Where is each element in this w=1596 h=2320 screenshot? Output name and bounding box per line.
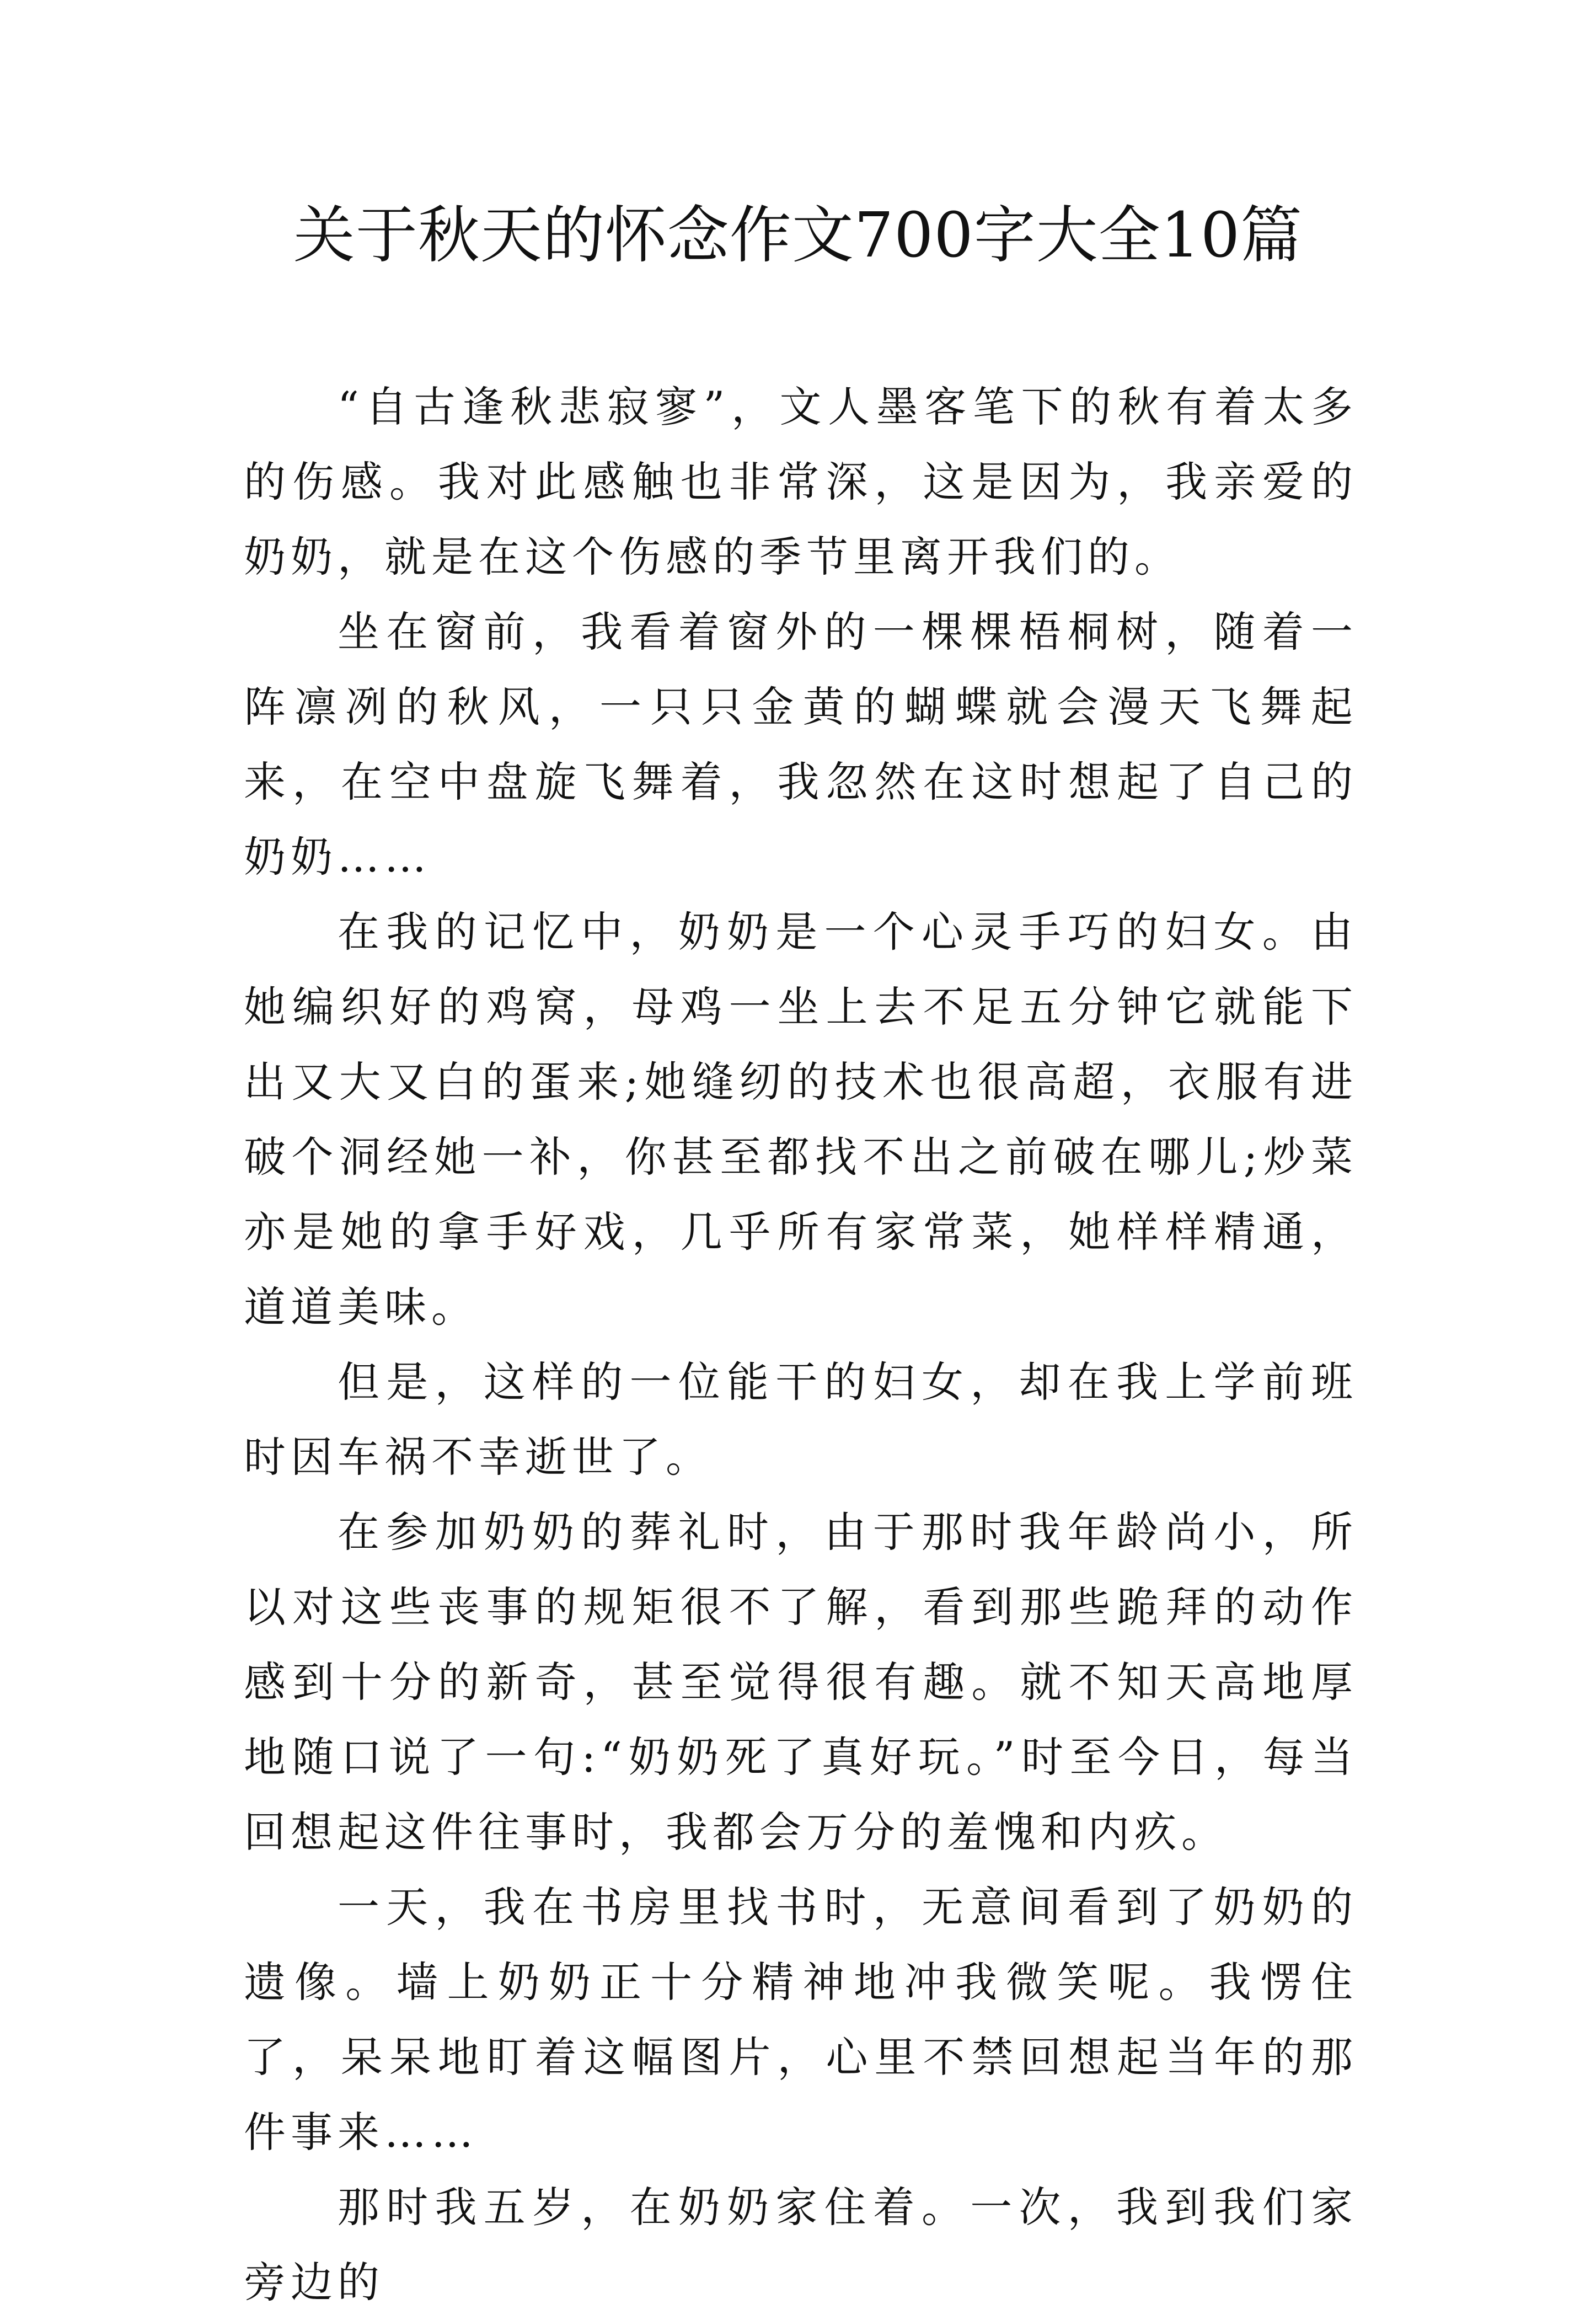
- paragraph: 坐在窗前，我看着窗外的一棵棵梧桐树，随着一阵凛冽的秋风，一只只金黄的蝴蝶就会漫天飞舞起来，在空中盘旋飞舞着，我忽然在这时想起了自己的奶奶……: [244, 607, 1358, 881]
- document-title: 关于秋天的怀念作文700字大全10篇: [293, 200, 1303, 271]
- paragraph: 但是，这样的一位能干的妇女，却在我上学前班时因车祸不幸逝世了。: [244, 1357, 1358, 1482]
- paragraph: 在参加奶奶的葬礼时，由于那时我年龄尚小，所以对这些丧事的规矩很不了解，看到那些跪拜的动作感到十分的新奇，甚至觉得很有趣。就不知天高地厚地随口说了一句:“奶奶死了真好玩。”时至今日，每当回想起这件往事时，我都会万分的羞愧和内疚。: [244, 1508, 1358, 1857]
- document-body: [244, 370, 1358, 2320]
- paragraph: “自古逢秋悲寂寥”，文人墨客笔下的秋有着太多的伤感。我对此感触也非常深，这是因为，我亲爱的奶奶，就是在这个伤感的季节里离开我们的。: [244, 382, 1358, 581]
- paragraph: 那时我五岁，在奶奶家住着。一次，我到我们家旁边的: [244, 2183, 1358, 2307]
- paragraph: 一天，我在书房里找书时，无意间看到了奶奶的遗像。墙上奶奶正十分精神地冲我微笑呢。我愣住了，呆呆地盯着这幅图片，心里不禁回想起当年的那件事来……: [244, 1883, 1358, 2157]
- paragraph: 在我的记忆中，奶奶是一个心灵手巧的妇女。由她编织好的鸡窝，母鸡一坐上去不足五分钟它就能下出又大又白的蛋来;她缝纫的技术也很高超，衣服有进破个洞经她一补，你甚至都找不出之前破在哪儿;炒菜亦是她的拿手好戏，几乎所有家常菜，她样样精通，道道美味。: [244, 907, 1358, 1332]
